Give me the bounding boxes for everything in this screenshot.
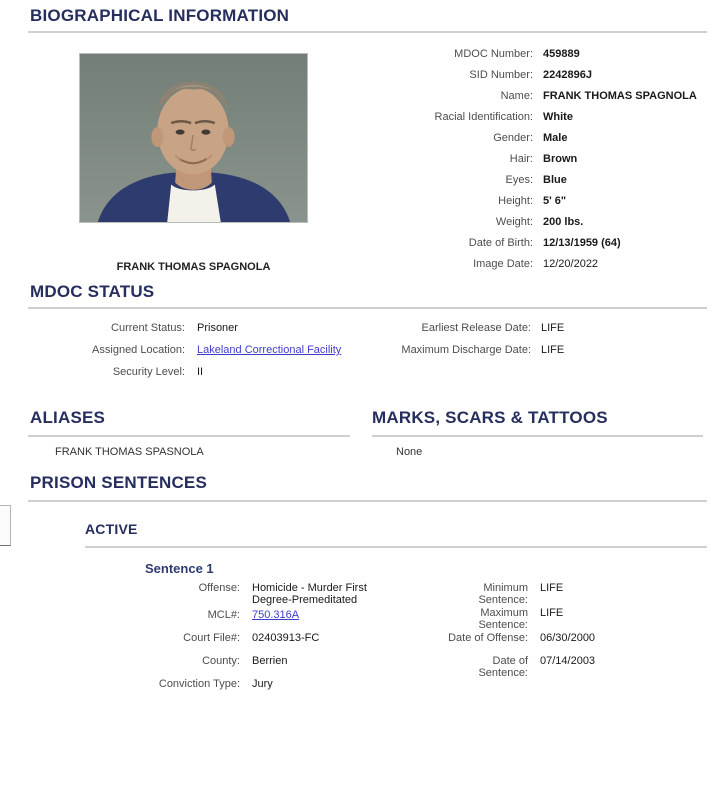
section-divider bbox=[28, 307, 707, 309]
field-label: Current Status: bbox=[111, 322, 185, 334]
mdoc-status-heading: MDOC STATUS bbox=[30, 282, 155, 301]
biographical-information-heading: BIOGRAPHICAL INFORMATION bbox=[30, 6, 290, 25]
field-value: Homicide - Murder First Degree-Premeditated bbox=[252, 582, 367, 606]
field-row bbox=[358, 195, 703, 216]
bio-fields bbox=[358, 48, 703, 279]
field-row bbox=[90, 609, 400, 632]
field-row bbox=[358, 90, 703, 111]
marks-item: None bbox=[396, 446, 423, 458]
field-value: 02403913-FC bbox=[252, 632, 320, 644]
field-row bbox=[355, 344, 695, 366]
field-value: 5' 6" bbox=[543, 195, 567, 207]
field-label: Conviction Type: bbox=[158, 678, 240, 690]
field-value: LIFE bbox=[540, 582, 564, 594]
section-divider bbox=[28, 31, 707, 33]
field-value: 07/14/2003 bbox=[540, 655, 596, 667]
status-fields-left bbox=[30, 322, 350, 388]
field-label: Date of Offense: bbox=[448, 632, 528, 644]
field-value: FRANK THOMAS SPAGNOLA bbox=[543, 90, 697, 102]
field-label: Maximum Sentence: bbox=[478, 607, 528, 631]
field-row bbox=[90, 582, 400, 609]
field-label: Eyes: bbox=[505, 174, 533, 186]
field-row bbox=[440, 655, 700, 678]
field-row bbox=[355, 322, 695, 344]
field-row bbox=[358, 132, 703, 153]
field-label: County: bbox=[202, 655, 240, 667]
field-value: 06/30/2000 bbox=[540, 632, 596, 644]
field-label: MCL#: bbox=[207, 609, 240, 621]
field-value: Male bbox=[543, 132, 568, 144]
section-divider bbox=[28, 435, 350, 437]
field-row bbox=[30, 322, 350, 344]
marks-scars-tattoos-heading: MARKS, SCARS & TATTOOS bbox=[372, 408, 608, 427]
field-row bbox=[358, 258, 703, 279]
field-row bbox=[440, 607, 700, 632]
field-row bbox=[30, 344, 350, 366]
sentence-title: Sentence 1 bbox=[145, 561, 214, 576]
sentence-details-right bbox=[440, 582, 700, 678]
field-label: Weight: bbox=[495, 216, 533, 228]
aliases-heading: ALIASES bbox=[30, 408, 106, 427]
mugshot-illustration bbox=[80, 54, 307, 222]
field-label: Offense: bbox=[198, 582, 240, 594]
section-divider bbox=[85, 546, 707, 548]
field-row bbox=[90, 678, 400, 701]
field-value: 12/20/2022 bbox=[543, 258, 599, 270]
field-row bbox=[358, 69, 703, 90]
field-label: Hair: bbox=[509, 153, 533, 165]
field-value: 459889 bbox=[543, 48, 580, 60]
field-label: MDOC Number: bbox=[454, 48, 533, 60]
field-value: White bbox=[543, 111, 573, 123]
field-row bbox=[90, 632, 400, 655]
section-divider bbox=[28, 500, 707, 502]
prison-sentences-heading: PRISON SENTENCES bbox=[30, 473, 208, 492]
photo-caption: FRANK THOMAS SPAGNOLA bbox=[116, 261, 271, 273]
field-label: Image Date: bbox=[473, 258, 533, 270]
assigned-location-link[interactable]: Lakeland Correctional Facility bbox=[197, 344, 342, 356]
field-label: Date of Sentence: bbox=[478, 655, 528, 679]
alias-item: FRANK THOMAS SPASNOLA bbox=[55, 446, 204, 458]
field-value: LIFE bbox=[541, 322, 565, 334]
field-label: Assigned Location: bbox=[92, 344, 185, 356]
field-row bbox=[440, 632, 700, 655]
field-value: Jury bbox=[252, 678, 273, 690]
field-row bbox=[358, 48, 703, 69]
field-value: Brown bbox=[543, 153, 578, 165]
field-value: Prisoner bbox=[197, 322, 238, 334]
field-value: LIFE bbox=[540, 607, 564, 619]
field-value: 12/13/1959 (64) bbox=[543, 237, 621, 249]
sentence-details-left bbox=[90, 582, 400, 701]
field-row bbox=[358, 174, 703, 195]
field-row bbox=[358, 111, 703, 132]
field-row bbox=[358, 153, 703, 174]
field-value: II bbox=[197, 366, 204, 378]
field-row bbox=[358, 216, 703, 237]
field-row bbox=[358, 237, 703, 258]
field-value: LIFE bbox=[541, 344, 565, 356]
field-label: Maximum Discharge Date: bbox=[401, 344, 531, 356]
field-label: Racial Identification: bbox=[434, 111, 533, 123]
status-fields-right bbox=[355, 322, 695, 366]
field-row bbox=[90, 655, 400, 678]
field-label: SID Number: bbox=[469, 69, 533, 81]
field-label: Earliest Release Date: bbox=[421, 322, 531, 334]
field-value: 2242896J bbox=[543, 69, 592, 81]
field-label: Date of Birth: bbox=[468, 237, 533, 249]
active-sentences-heading: ACTIVE bbox=[85, 521, 138, 537]
field-label: Name: bbox=[500, 90, 533, 102]
field-value: Blue bbox=[543, 174, 567, 186]
field-value: Berrien bbox=[252, 655, 288, 667]
left-edge-fragment bbox=[0, 505, 11, 546]
field-label: Security Level: bbox=[112, 366, 185, 378]
field-label: Height: bbox=[498, 195, 533, 207]
field-value: 200 lbs. bbox=[543, 216, 584, 228]
field-label: Gender: bbox=[493, 132, 533, 144]
mugshot-photo bbox=[79, 53, 308, 223]
field-row bbox=[30, 366, 350, 388]
field-row bbox=[440, 582, 700, 607]
section-divider bbox=[372, 435, 703, 437]
mcl-number-link[interactable]: 750.316A bbox=[252, 609, 300, 621]
field-label: Court File#: bbox=[183, 632, 240, 644]
field-label: Minimum Sentence: bbox=[478, 582, 528, 606]
